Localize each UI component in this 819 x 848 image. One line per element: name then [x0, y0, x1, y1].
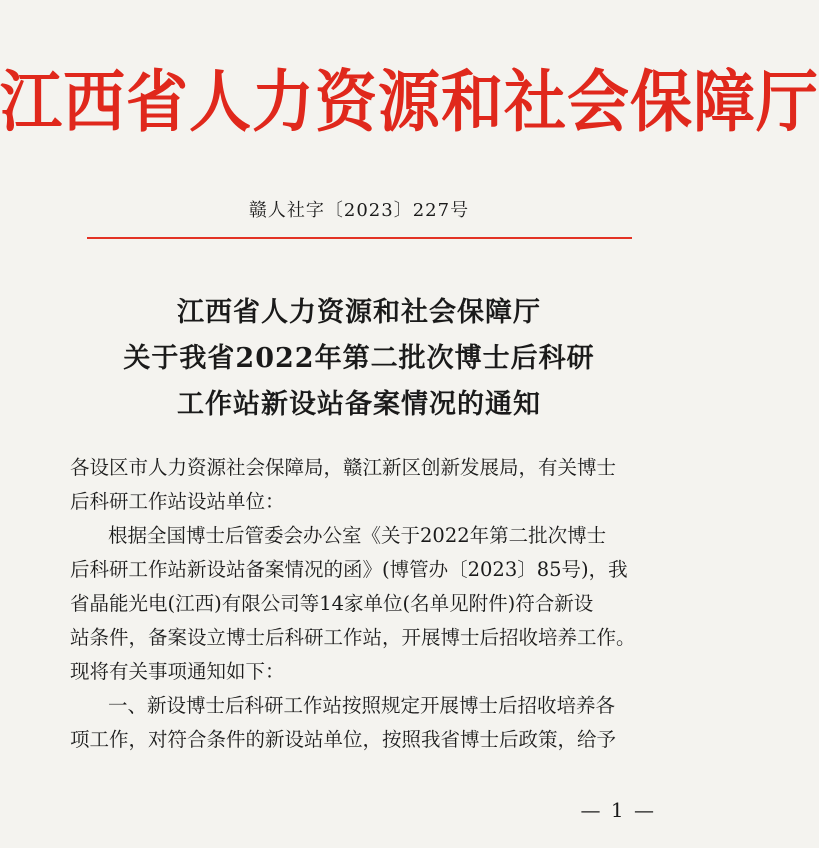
paragraph-line: 站条件，备案设立博士后科研工作站，开展博士后招收培养工作。: [70, 626, 636, 649]
paragraph-line: 现将有关事项通知如下：: [70, 660, 285, 683]
red-divider-line: [87, 237, 632, 239]
paragraph-line: 项工作，对符合条件的新设站单位，按照我省博士后政策，给予: [70, 728, 617, 751]
letterhead-issuer: 江西省人力资源和社会保障厅: [0, 62, 819, 142]
addressee-line: 后科研工作站设站单位：: [70, 490, 285, 513]
title-line-3: 工作站新设站备案情况的通知: [177, 389, 541, 420]
paragraph-line: 根据全国博士后管委会办公室《关于2022年第二批次博士: [108, 524, 607, 547]
title-line-1: 江西省人力资源和社会保障厅: [177, 297, 541, 328]
paragraph-line: 后科研工作站新设站备案情况的函》(博管办〔2023〕85号)，我: [70, 558, 628, 581]
document-number: 赣人社字〔2023〕227号: [248, 200, 470, 221]
title-line-2: 关于我省2022年第二批次博士后科研: [123, 343, 595, 374]
paragraph-line: 一、新设博士后科研工作站按照规定开展博士后招收培养各: [108, 694, 616, 717]
paragraph-line: 省晶能光电(江西)有限公司等14家单位(名单见附件)符合新设: [70, 592, 594, 615]
page-number: — 1 —: [580, 798, 656, 822]
addressee-line: 各设区市人力资源社会保障局，赣江新区创新发展局，有关博士: [70, 456, 617, 479]
